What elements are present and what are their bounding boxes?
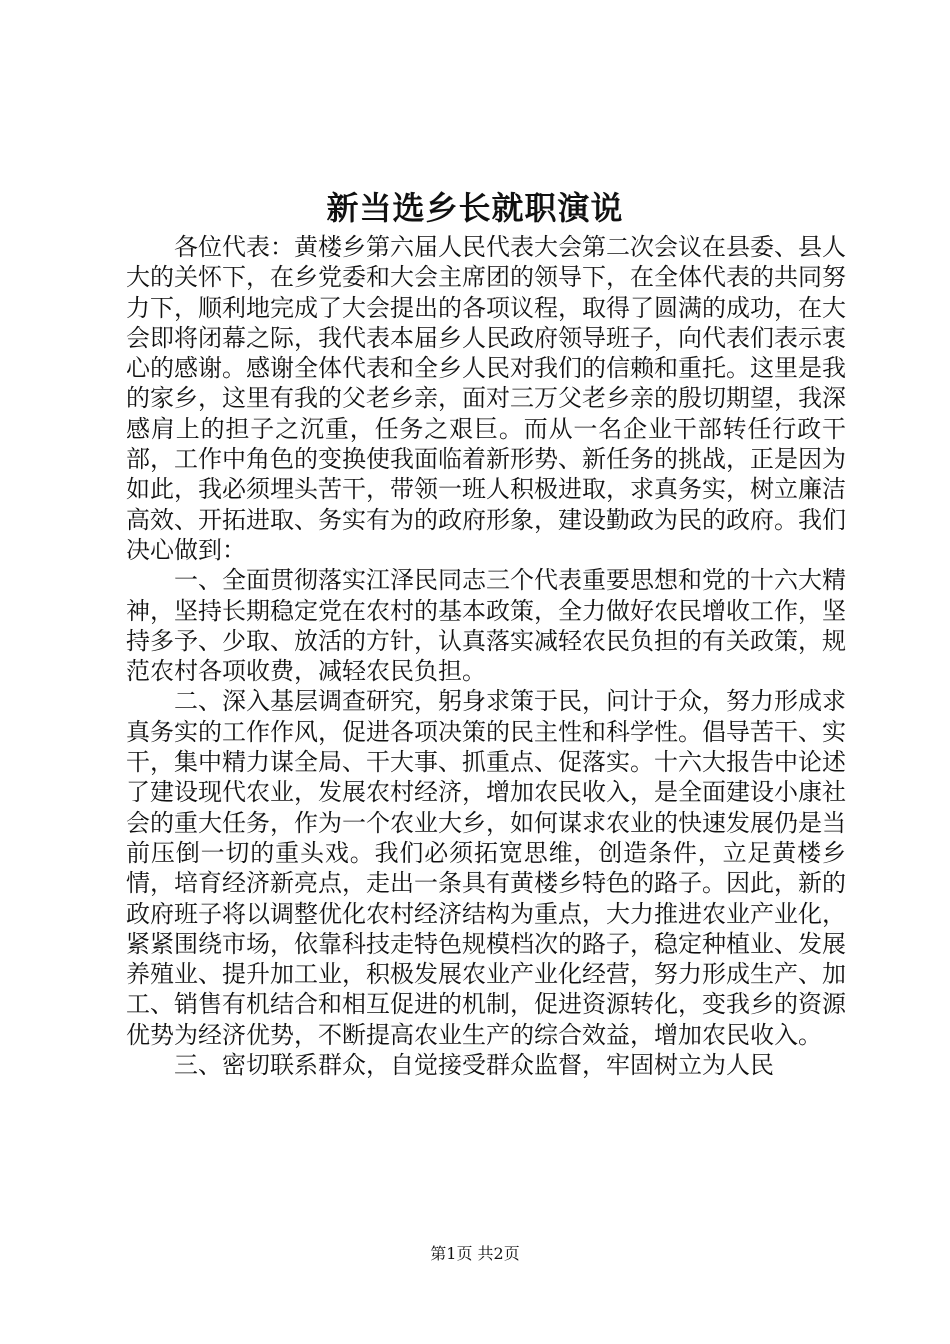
paragraph-point-two: 二、深入基层调查研究，躬身求策于民，问计于众，努力形成求真务实的工作作风，促进各项决策的民主性和科学性。倡导苦干、实干，集中精力谋全局、干大事、抓重点、促落实。十六大报告中论述了建设现代农业，发展农村经济，增加农民收入，是全面建设小康社会的重大任务，作为一个农业大乡，如何谋求农业的快速发展仍是当前压倒一切的重头戏。我们必须拓宽思维，创造条件，立足黄楼乡情，培育经济新亮点，走出一条具有黄楼乡特色的路子。因此，新的政府班子将以调整优化农村经济结构为重点，大力推进农业产业化，紧紧围绕市场，依靠科技走特色规模档次的路子，稳定种植业、发展养殖业、提升加工业，积极发展农业产业化经营，努力形成生产、加工、销售有机结合和相互促进的机制，促进资源转化，变我乡的资源优势为经济优势，不断提高农业生产的综合效益，增加农民收入。 <box>126 687 846 1049</box>
page-footer <box>0 1243 950 1265</box>
document-body <box>126 232 846 1080</box>
document-title: 新当选乡长就职演说 <box>326 189 624 227</box>
page-number: 第1页 共2页 <box>430 1244 520 1263</box>
paragraph-intro: 各位代表：黄楼乡第六届人民代表大会第二次会议在县委、县人大的关怀下，在乡党委和大会主席团的领导下，在全体代表的共同努力下，顺利地完成了大会提出的各项议程，取得了圆满的成功，在大会即将闭幕之际，我代表本届乡人民政府领导班子，向代表们表示衷心的感谢。感谢全体代表和全乡人民对我们的信赖和重托。这里是我的家乡，这里有我的父老乡亲，面对三万父老乡亲的殷切期望，我深感肩上的担子之沉重，任务之艰巨。而从一名企业干部转任行政干部，工作中角色的变换使我面临着新形势、新任务的挑战，正是因为如此，我必须埋头苦干，带领一班人积极进取，求真务实，树立廉洁高效、开拓进取、务实有为的政府形象，建设勤政为民的政府。我们决心做到： <box>126 233 846 564</box>
paragraph-point-three: 三、密切联系群众，自觉接受群众监督，牢固树立为人民 <box>174 1051 774 1080</box>
paragraph-point-one: 一、全面贯彻落实江泽民同志三个代表重要思想和党的十六大精神，坚持长期稳定党在农村的基本政策，全力做好农民增收工作，坚持多予、少取、放活的方针，认真落实减轻农民负担的有关政策，规范农村各项收费，减轻农民负担。 <box>126 566 846 686</box>
